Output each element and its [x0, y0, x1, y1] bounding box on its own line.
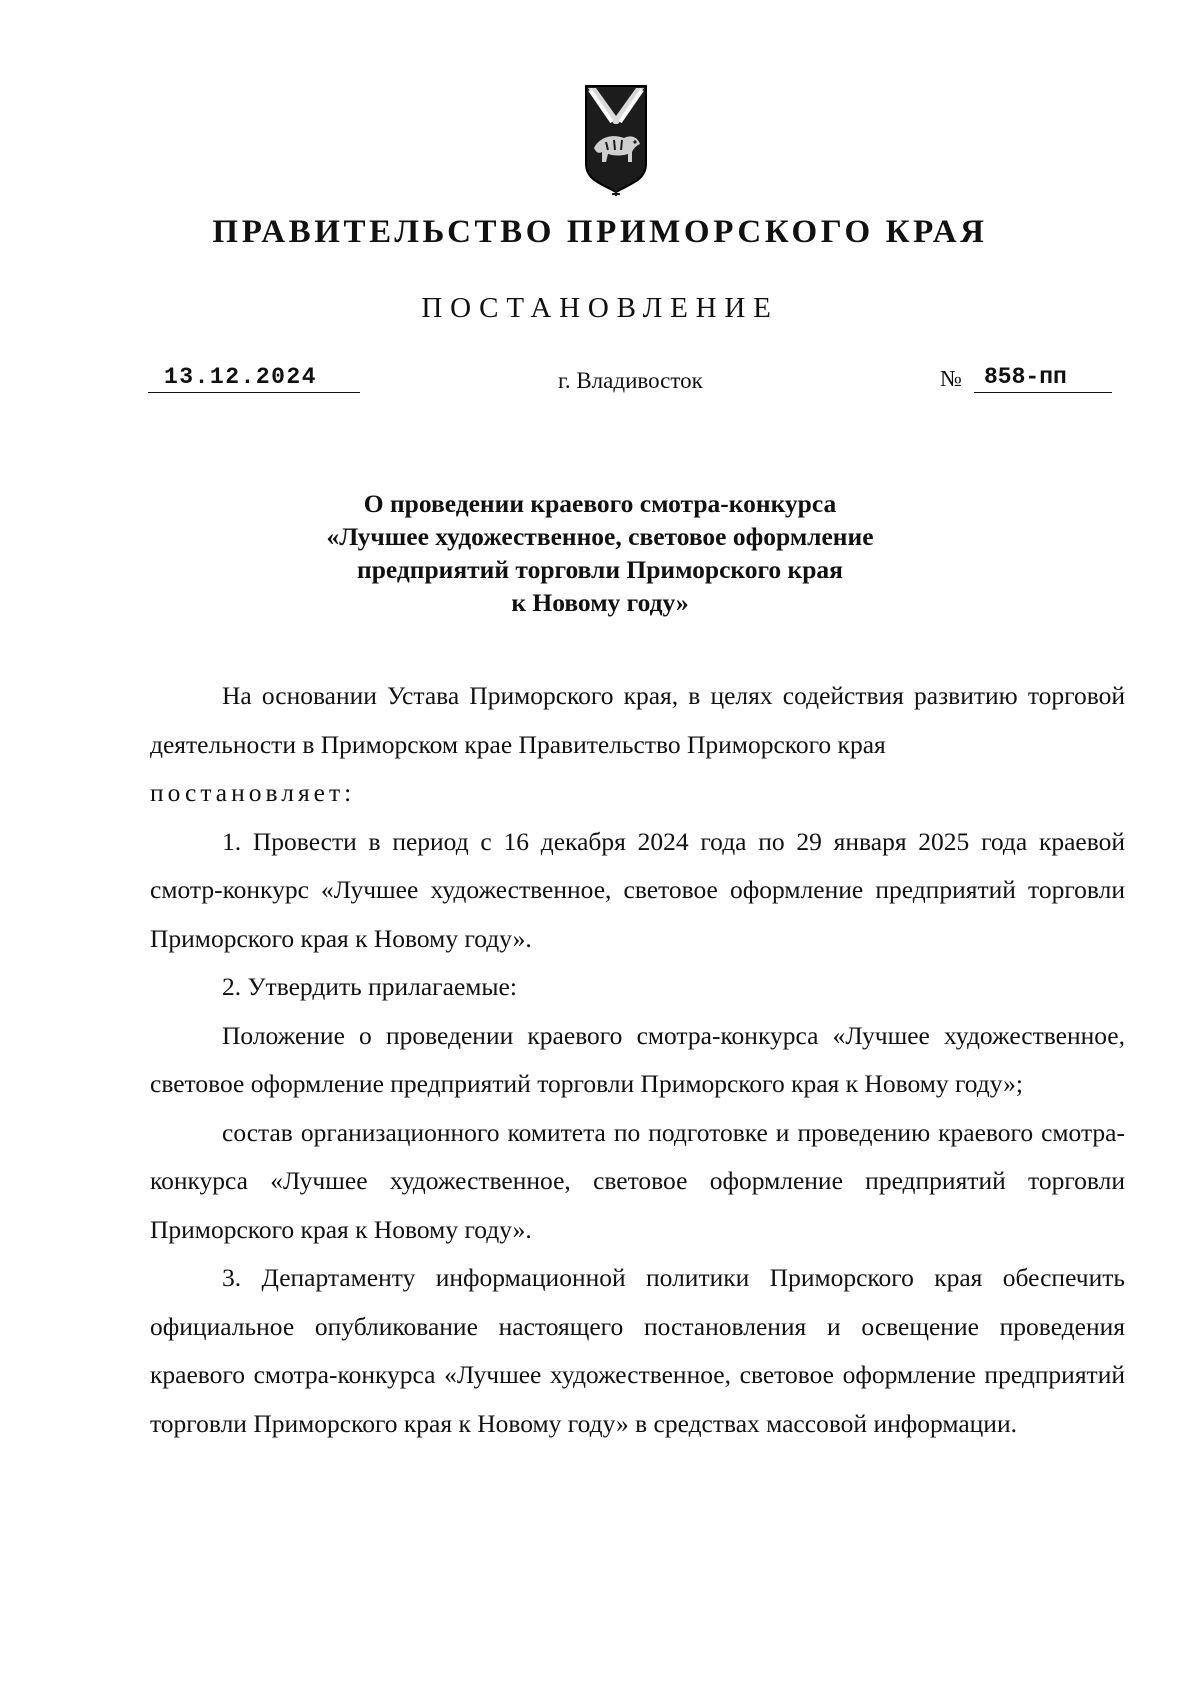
title-line: О проведении краевого смотра-конкурса	[363, 489, 837, 518]
document-meta	[148, 362, 1112, 402]
decree-paragraph	[150, 769, 1125, 818]
number-sign: №	[940, 366, 962, 391]
document-city: г. Владивосток	[558, 368, 703, 393]
item-1-paragraph: 1. Провести в период с 16 декабря 2024 года по 29 января 2025 года краевой смотр-конкурс «Лучшее художественное, световое оформление предприятий торговли Приморского края к Новому году».	[150, 826, 1125, 953]
document-type: ПОСТАНОВЛЕНИЕ	[421, 292, 779, 324]
item-3-paragraph: 3. Департаменту информационной политики Приморского края обеспечить официальное опубликование настоящего постановления и освещение проведения краевого смотра-конкурса «Лучшее художественное, световое оформление предприятий торговли Приморского края к Новому году» в средствах массовой информации.	[150, 1263, 1125, 1438]
document-body	[150, 672, 1125, 1448]
document-date: 13.12.2024	[148, 362, 360, 393]
title-line: к Новому году»	[511, 588, 689, 617]
item-2-paragraph: 2. Утвердить прилагаемые:	[222, 972, 517, 1001]
preamble-paragraph: На основании Устава Приморского края, в целях содействия развитию торговой деятельности в Приморском крае Правительство Приморского края	[150, 681, 1125, 759]
item-2a-paragraph: Положение о проведении краевого смотра-конкурса «Лучшее художественное, световое оформление предприятий торговли Приморского края к Новому году»;	[150, 1020, 1125, 1098]
item-2b-paragraph: состав организационного комитета по подготовке и проведению краевого смотра-конкурса «Лучшее художественное, световое оформление предприятий торговли Приморского края к Новому году».	[150, 1117, 1125, 1244]
document-number	[940, 362, 1112, 396]
title-line: «Лучшее художественное, световое оформление	[326, 522, 874, 551]
number-value: 858-пп	[974, 362, 1112, 393]
title-line: предприятий торговли Приморского края	[357, 555, 843, 584]
authority-heading: ПРАВИТЕЛЬСТВО ПРИМОРСКОГО КРАЯ	[212, 214, 988, 250]
document-title	[150, 487, 1050, 619]
coat-of-arms-icon	[584, 84, 648, 198]
decree-word: постановляет:	[150, 778, 356, 807]
